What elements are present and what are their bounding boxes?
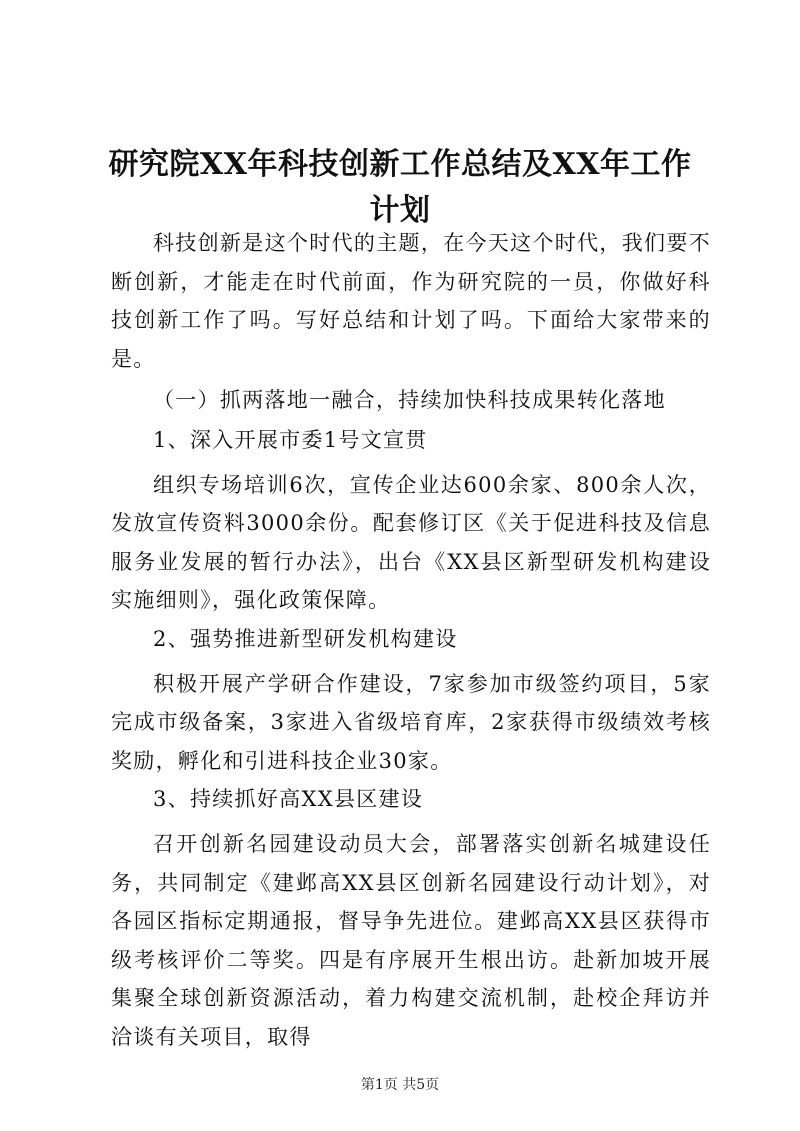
- page-number-footer: 第1页 共5页: [360, 1077, 440, 1093]
- item-2-paragraph: 积极开展产学研合作建设，7家参加市级签约项目，5家完成市级备案，3家进入省级培育库，2家获得市级绩效考核奖励，孵化和引进科技企业30家。: [111, 671, 711, 773]
- item-3-heading: 3、持续抓好高XX县区建设: [153, 787, 424, 812]
- item-1-paragraph: 组织专场培训6次，宣传企业达600余家、800余人次，发放宣传资料3000余份。配套修订区《关于促进科技及信息服务业发展的暂行办法》，出台《XX县区新型研发机构建设实施细则》，强化政策保障。: [111, 472, 711, 613]
- document-title: 研究院XX年科技创新工作总结及XX年工作计划: [108, 147, 692, 228]
- item-2-heading: 2、强势推进新型研发机构建设: [153, 626, 458, 651]
- intro-paragraph: 科技创新是这个时代的主题，在今天这个时代，我们要不断创新，才能走在时代前面，作为研究院的一员，你做好科技创新工作了吗。写好总结和计划了吗。下面给大家带来的是。: [111, 231, 711, 371]
- item-3-paragraph: 召开创新名园建设动员大会，部署落实创新名城建设任务，共同制定《建邺高XX县区创新名园建设行动计划》，对各园区指标定期通报，督导争先进位。建邺高XX县区获得市级考核评价二等奖。四是有序展开生根出访。赴新加坡开展集聚全球创新资源活动，着力构建交流机制，赴校企拜访并洽谈有关项目，取得: [111, 831, 711, 1049]
- document-body: [111, 224, 711, 1056]
- section-heading: （一）抓两落地一融合，持续加快科技成果转化落地: [153, 388, 666, 413]
- item-1-heading: 1、深入开展市委1号文宣贯: [153, 427, 428, 452]
